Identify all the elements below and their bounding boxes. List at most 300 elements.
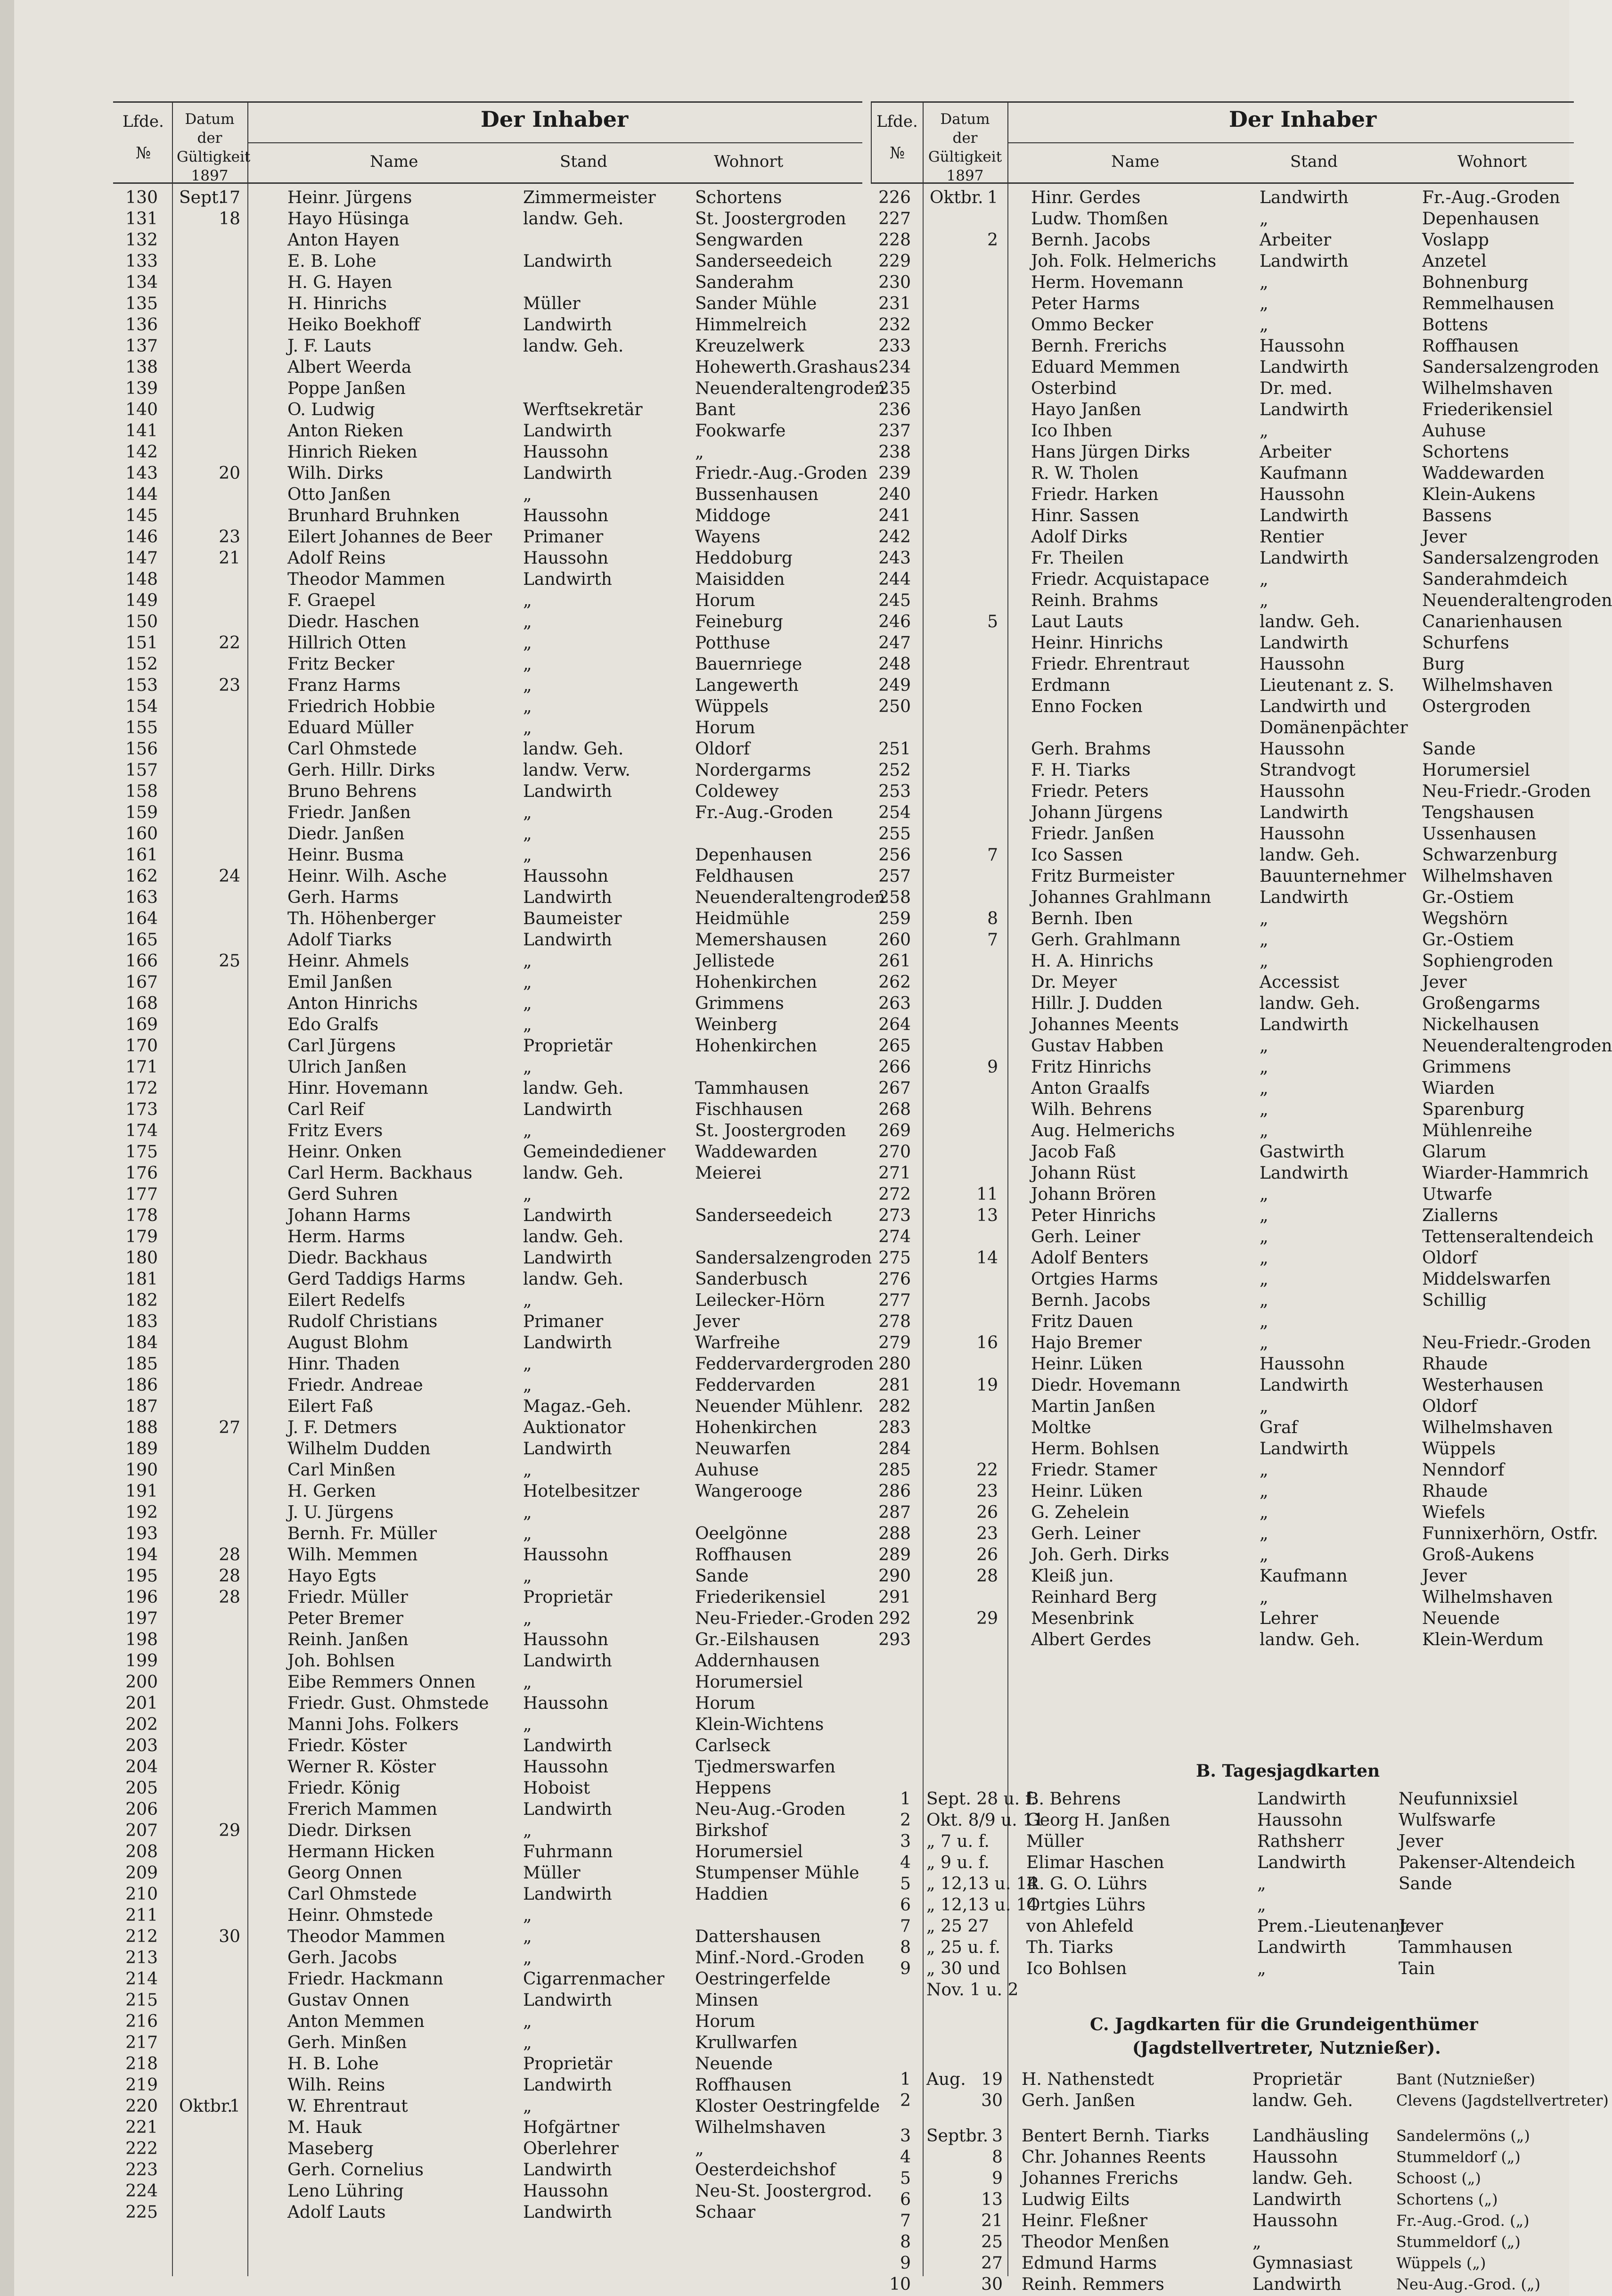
table-row bbox=[871, 1979, 1574, 2001]
section-b-entries bbox=[871, 1788, 1574, 2001]
entry-name: Anton Hinrichs bbox=[287, 994, 418, 1013]
entry-stand: „ bbox=[1260, 1524, 1268, 1543]
table-row bbox=[871, 845, 1574, 866]
entry-stand: Haussohn bbox=[1252, 2148, 1338, 2167]
table-row bbox=[113, 738, 862, 760]
entry-name: R. W. Tholen bbox=[1031, 464, 1139, 483]
entry-number: 3 bbox=[900, 1832, 911, 1851]
table-row bbox=[871, 1958, 1574, 1979]
table-row bbox=[113, 1417, 862, 1438]
entry-wohnort: Potthuse bbox=[695, 633, 770, 653]
entry-wohnort: Oestringerfelde bbox=[695, 1969, 831, 1989]
entry-number: 269 bbox=[878, 1121, 911, 1140]
entry-number: 160 bbox=[125, 824, 158, 844]
entry-stand: Landwirth bbox=[523, 1800, 612, 1819]
entry-number: 230 bbox=[878, 273, 911, 292]
entry-wohnort: Fr.-Aug.-Grod. („) bbox=[1396, 2212, 1530, 2230]
entry-stand: „ bbox=[1260, 570, 1268, 589]
entry-number: 243 bbox=[878, 549, 911, 568]
entry-number: 250 bbox=[878, 697, 911, 716]
table-row bbox=[113, 1693, 862, 1714]
entry-wohnort: Neufunnixsiel bbox=[1399, 1789, 1518, 1809]
entry-number: 231 bbox=[878, 294, 911, 313]
table-row bbox=[871, 1375, 1574, 1396]
entry-name: Hinr. Sassen bbox=[1031, 506, 1139, 525]
entry-number: 4 bbox=[900, 2148, 911, 2167]
entry-number: 260 bbox=[878, 930, 911, 950]
entry-day: 27 bbox=[981, 2254, 1003, 2273]
entry-stand: Landwirth bbox=[1260, 549, 1349, 568]
entry-name: Poppe Janßen bbox=[287, 379, 406, 398]
entry-number: 277 bbox=[878, 1291, 911, 1310]
entry-stand: „ bbox=[1260, 421, 1268, 441]
entry-name: Werner R. Köster bbox=[287, 1757, 436, 1777]
entry-number: 184 bbox=[125, 1333, 158, 1353]
entry-wohnort: Hohenkirchen bbox=[695, 1036, 818, 1056]
entry-number: 219 bbox=[125, 2075, 158, 2095]
entry-name: Eilert Faß bbox=[287, 1397, 373, 1416]
entry-name: Bruno Behrens bbox=[287, 782, 417, 801]
entry-stand: „ bbox=[1260, 1333, 1268, 1353]
entry-wohnort: Roffhausen bbox=[1422, 336, 1519, 356]
entry-stand: landw. Geh. bbox=[523, 1164, 624, 1183]
table-row bbox=[113, 1205, 862, 1226]
table-row bbox=[113, 336, 862, 357]
entry-number: 268 bbox=[878, 1100, 911, 1119]
entry-number: 288 bbox=[878, 1524, 911, 1543]
entry-stand: „ bbox=[523, 2012, 532, 2031]
table-row bbox=[113, 1587, 862, 1608]
entry-number: 218 bbox=[125, 2054, 158, 2074]
entry-stand: „ bbox=[1260, 1206, 1268, 1225]
entry-wohnort: Middoge bbox=[695, 506, 771, 525]
entry-name: Elimar Haschen bbox=[1026, 1853, 1164, 1872]
entry-wohnort: Ostergroden bbox=[1422, 697, 1531, 716]
entry-number: 257 bbox=[878, 867, 911, 886]
entry-wohnort: Middelswarfen bbox=[1422, 1270, 1551, 1289]
table-row bbox=[871, 399, 1574, 420]
entry-wohnort: Sanderahm bbox=[695, 273, 794, 292]
entry-wohnort: Mühlenreihe bbox=[1422, 1121, 1532, 1140]
entry-stand: Landwirth bbox=[1260, 1376, 1349, 1395]
entry-day: 11 bbox=[976, 1185, 998, 1204]
table-row bbox=[871, 611, 1574, 632]
entry-number: 272 bbox=[878, 1185, 911, 1204]
entry-number: 279 bbox=[878, 1333, 911, 1353]
entry-stand: landw. Geh. bbox=[523, 739, 624, 759]
entry-number: 192 bbox=[125, 1503, 158, 1522]
entry-date: Okt. 8/9 u. 11 bbox=[926, 1811, 1044, 1830]
entry-name: Adolf Lauts bbox=[287, 2203, 386, 2222]
entry-day: 30 bbox=[981, 2275, 1003, 2294]
entry-wohnort: Horumersiel bbox=[695, 1842, 803, 1861]
entry-wohnort: Fischhausen bbox=[695, 1100, 803, 1119]
entry-number: 187 bbox=[125, 1397, 158, 1416]
entry-day: 23 bbox=[219, 527, 240, 547]
table-row bbox=[871, 357, 1599, 378]
entry-number: 1 bbox=[900, 1789, 911, 1809]
entry-day: 28 bbox=[976, 1566, 998, 1586]
entry-number: 232 bbox=[878, 315, 911, 335]
entry-stand: Lehrer bbox=[1260, 1609, 1318, 1628]
entry-name: Theodor Menßen bbox=[1022, 2232, 1170, 2252]
entry-name: Ommo Becker bbox=[1031, 315, 1154, 335]
entry-stand: Arbeiter bbox=[1260, 230, 1332, 250]
entry-stand: Hoboist bbox=[523, 1779, 590, 1798]
entry-wohnort: Jever bbox=[1399, 1832, 1443, 1851]
entry-wohnort: Krullwarfen bbox=[695, 2033, 798, 2052]
entry-stand: „ bbox=[523, 1185, 532, 1204]
entry-wohnort: Minsen bbox=[695, 1991, 759, 2010]
entry-stand: Landwirth bbox=[523, 464, 612, 483]
table-row bbox=[113, 378, 885, 399]
entry-name: Albert Gerdes bbox=[1031, 1630, 1152, 1649]
entry-stand: „ bbox=[1260, 1312, 1268, 1331]
entry-name: Joh. Gerh. Dirks bbox=[1031, 1545, 1170, 1565]
table-row bbox=[871, 1184, 1574, 1205]
entry-name: B. Behrens bbox=[1026, 1789, 1121, 1809]
entry-name: Hans Jürgen Dirks bbox=[1031, 443, 1190, 462]
entry-name: E. B. Lohe bbox=[287, 252, 376, 271]
entry-name: Hillr. J. Dudden bbox=[1031, 994, 1163, 1013]
entry-number: 196 bbox=[125, 1588, 158, 1607]
entry-number: 189 bbox=[125, 1439, 158, 1459]
table-row bbox=[871, 1873, 1574, 1894]
table-row bbox=[871, 1396, 1574, 1417]
entry-wohnort: Bussenhausen bbox=[695, 485, 818, 504]
entry-name: Anton Hayen bbox=[287, 230, 400, 250]
entry-stand: Lieutenant z. S. bbox=[1260, 676, 1395, 695]
entry-name: Heinr. Wilh. Asche bbox=[287, 867, 447, 886]
entry-number: 130 bbox=[125, 188, 158, 207]
entry-wohnort: St. Joostergroden bbox=[695, 1121, 846, 1140]
entry-number: 157 bbox=[125, 761, 158, 780]
entry-name: Friedr. Köster bbox=[287, 1736, 407, 1755]
table-row bbox=[113, 632, 862, 654]
table-row bbox=[871, 463, 1574, 484]
entry-stand: landw. Geh. bbox=[523, 336, 624, 356]
entry-number: 238 bbox=[878, 443, 911, 462]
entry-stand: Primaner bbox=[523, 527, 604, 547]
entry-date: „ 12,13 u. 14 bbox=[926, 1895, 1038, 1915]
entry-wohnort: Schillig bbox=[1422, 1291, 1487, 1310]
entry-name: Georg Onnen bbox=[287, 1863, 402, 1883]
entry-number: 133 bbox=[125, 252, 158, 271]
entry-stand: „ bbox=[1260, 1270, 1268, 1289]
nr-label-right: № bbox=[890, 144, 905, 163]
entry-name: W. Ehrentraut bbox=[287, 2097, 408, 2116]
table-row bbox=[113, 1120, 862, 1141]
entry-number: 213 bbox=[125, 1948, 158, 1968]
table-row bbox=[113, 1353, 874, 1375]
entry-stand: Landwirth bbox=[523, 1651, 612, 1671]
table-row bbox=[113, 1566, 862, 1587]
entry-number: 156 bbox=[125, 739, 158, 759]
table-row bbox=[871, 2253, 1574, 2274]
lfde-label-right: Lfde. bbox=[876, 112, 918, 131]
entry-number: 263 bbox=[878, 994, 911, 1013]
entry-name: Reinh. Brahms bbox=[1031, 591, 1159, 610]
table-row bbox=[113, 187, 862, 208]
table-row bbox=[871, 442, 1574, 463]
entry-number: 290 bbox=[878, 1566, 911, 1586]
entry-day: 9 bbox=[992, 2169, 1003, 2188]
entry-stand: „ bbox=[523, 697, 532, 716]
table-row bbox=[113, 1778, 862, 1799]
entry-wohnort: Grimmens bbox=[695, 994, 784, 1013]
entry-name: M. Hauk bbox=[287, 2118, 362, 2137]
table-row bbox=[113, 208, 862, 230]
table-row bbox=[113, 569, 862, 590]
entry-wohnort: Heidmühle bbox=[695, 909, 790, 928]
entry-number: 222 bbox=[125, 2139, 158, 2158]
book-spine bbox=[0, 0, 14, 2296]
entry-name: Th. Höhenberger bbox=[287, 909, 435, 928]
entry-wohnort: Wiefels bbox=[1422, 1503, 1485, 1522]
entry-name: Albert Weerda bbox=[287, 358, 412, 377]
entry-stand: Auktionator bbox=[523, 1418, 625, 1437]
entry-date: „ 12,13 u. 14 bbox=[926, 1874, 1038, 1894]
entry-wohnort: Jever bbox=[695, 1312, 740, 1331]
entry-stand: „ bbox=[1260, 591, 1268, 610]
entry-wohnort: Schortens („) bbox=[1396, 2190, 1498, 2208]
entry-number: 8 bbox=[900, 2232, 911, 2252]
entry-name: R. G. O. Lührs bbox=[1026, 1874, 1147, 1894]
entry-month: Sept. bbox=[179, 188, 224, 207]
entry-wohnort: Rhaude bbox=[1422, 1482, 1488, 1501]
entry-number: 225 bbox=[125, 2203, 158, 2222]
entry-stand: Primaner bbox=[523, 1312, 604, 1331]
entry-number: 154 bbox=[125, 697, 158, 716]
entry-number: 146 bbox=[125, 527, 158, 547]
entry-wohnort: Schaar bbox=[695, 2203, 756, 2222]
entry-day: 21 bbox=[219, 549, 240, 568]
table-row bbox=[871, 887, 1574, 908]
table-row bbox=[113, 1714, 862, 1735]
entry-number: 281 bbox=[878, 1376, 911, 1395]
entry-name: Adolf Dirks bbox=[1031, 527, 1128, 547]
entry-name: Müller bbox=[1026, 1832, 1084, 1851]
entry-day: 14 bbox=[976, 1248, 998, 1268]
table-row bbox=[113, 2117, 862, 2138]
datum-label-right: Datum der Gültigkeit 1897 bbox=[928, 111, 1002, 184]
table-row bbox=[871, 526, 1574, 548]
entry-number: 193 bbox=[125, 1524, 158, 1543]
entry-wohnort: Clevens (Jagdstellvertreter) bbox=[1396, 2091, 1609, 2109]
stand-label-right: Stand bbox=[1290, 152, 1338, 171]
entry-wohnort: Jellistede bbox=[695, 951, 775, 971]
lfde-label: Lfde. bbox=[123, 112, 164, 131]
table-row bbox=[871, 696, 1574, 717]
owner-heading: Der Inhaber bbox=[481, 107, 629, 132]
entry-number: 135 bbox=[125, 294, 158, 313]
entry-name: Heiko Boekhoff bbox=[287, 315, 420, 335]
table-row bbox=[113, 1375, 862, 1396]
table-row bbox=[113, 2053, 862, 2075]
table-row bbox=[113, 1990, 862, 2011]
table-row bbox=[113, 654, 862, 675]
entry-stand: „ bbox=[523, 1503, 532, 1522]
entry-name: J. F. Lauts bbox=[287, 336, 372, 356]
entry-name: O. Ludwig bbox=[287, 400, 375, 419]
entry-name: Brunhard Bruhnken bbox=[287, 506, 460, 525]
entry-stand: „ bbox=[523, 1715, 532, 1734]
entry-stand: Haussohn bbox=[1260, 655, 1345, 674]
entry-wohnort: Nordergarms bbox=[695, 761, 811, 780]
entry-stand: Magaz.-Geh. bbox=[523, 1397, 632, 1416]
entry-stand: landw. Geh. bbox=[1260, 1630, 1360, 1649]
entry-name: Anton Rieken bbox=[287, 421, 404, 441]
entry-number: 172 bbox=[125, 1079, 158, 1098]
entry-wohnort: Feddervarden bbox=[695, 1376, 816, 1395]
entry-wohnort: Oeelgönne bbox=[695, 1524, 788, 1543]
entry-day: 30 bbox=[981, 2091, 1003, 2110]
entry-name: Frerich Mammen bbox=[287, 1800, 438, 1819]
entry-number: 253 bbox=[878, 782, 911, 801]
entry-stand: „ bbox=[523, 1906, 532, 1925]
entry-number: 197 bbox=[125, 1609, 158, 1628]
entry-stand: „ bbox=[523, 655, 532, 674]
entry-number: 152 bbox=[125, 655, 158, 674]
entry-stand: Accessist bbox=[1260, 973, 1340, 992]
entry-number: 7 bbox=[900, 2211, 911, 2230]
entry-day: 23 bbox=[976, 1482, 998, 1501]
entry-name: Moltke bbox=[1031, 1418, 1091, 1437]
table-row bbox=[871, 1269, 1574, 1290]
entry-number: 264 bbox=[878, 1015, 911, 1034]
entry-number: 167 bbox=[125, 973, 158, 992]
entry-name: Dr. Meyer bbox=[1031, 973, 1117, 992]
entry-name: Fr. Theilen bbox=[1031, 549, 1124, 568]
table-row bbox=[113, 675, 862, 696]
table-row bbox=[113, 1820, 862, 1841]
entry-wohnort: Fr.-Aug.-Groden bbox=[1422, 188, 1560, 207]
entry-wohnort: Tettenseraltendeich bbox=[1422, 1227, 1594, 1246]
table-row bbox=[113, 420, 862, 442]
entry-number: 236 bbox=[878, 400, 911, 419]
entry-stand: landw. Geh. bbox=[1260, 612, 1360, 631]
entry-number: 204 bbox=[125, 1757, 158, 1777]
entry-stand: „ bbox=[523, 2097, 532, 2116]
entry-day: 16 bbox=[976, 1333, 998, 1353]
entry-stand: „ bbox=[1260, 209, 1268, 229]
entry-stand: Zimmermeister bbox=[523, 188, 656, 207]
table-row bbox=[871, 272, 1574, 293]
entry-number: 148 bbox=[125, 570, 158, 589]
wohnort-label-right: Wohnort bbox=[1457, 152, 1527, 171]
entry-stand: „ bbox=[1257, 1895, 1266, 1915]
entry-stand: Haussohn bbox=[1260, 824, 1345, 844]
table-row bbox=[113, 1057, 862, 1078]
entry-name: H. B. Lohe bbox=[287, 2054, 379, 2074]
entry-name: Reinh. Janßen bbox=[287, 1630, 409, 1649]
entry-name: Adolf Tiarks bbox=[287, 930, 392, 950]
entry-name: Gerh. Grahlmann bbox=[1031, 930, 1181, 950]
entry-name: H. G. Hayen bbox=[287, 273, 393, 292]
entry-number: 240 bbox=[878, 485, 911, 504]
entry-name: Rudolf Christians bbox=[287, 1312, 438, 1331]
table-row bbox=[871, 314, 1574, 336]
entry-wohnort: Wilhelmshaven bbox=[1422, 867, 1553, 886]
table-row bbox=[113, 1523, 862, 1544]
entry-name: Theodor Mammen bbox=[287, 1927, 445, 1946]
table-row bbox=[871, 802, 1574, 823]
entry-stand: Landwirth bbox=[523, 1439, 612, 1459]
entry-number: 282 bbox=[878, 1397, 911, 1416]
entry-number: 214 bbox=[125, 1969, 158, 1989]
table-row bbox=[113, 1290, 862, 1311]
entry-name: Joh. Bohlsen bbox=[287, 1651, 395, 1671]
entry-stand: Landwirth bbox=[1257, 1938, 1346, 1957]
entry-wohnort: Friederikensiel bbox=[1422, 400, 1553, 419]
table-row bbox=[871, 1099, 1574, 1120]
entry-number: 166 bbox=[125, 951, 158, 971]
entry-wohnort: Jever bbox=[1422, 1566, 1467, 1586]
entry-name: Fritz Hinrichs bbox=[1031, 1058, 1152, 1077]
entry-number: 3 bbox=[900, 2126, 911, 2146]
table-row bbox=[871, 1290, 1574, 1311]
table-row bbox=[871, 1460, 1574, 1481]
entry-number: 237 bbox=[878, 421, 911, 441]
entry-number: 163 bbox=[125, 888, 158, 907]
table-row bbox=[871, 2210, 1574, 2231]
entry-number: 262 bbox=[878, 973, 911, 992]
entry-wohnort: Oesterdeichshof bbox=[695, 2160, 836, 2180]
entry-number: 155 bbox=[125, 718, 158, 738]
table-row bbox=[113, 1311, 862, 1332]
entry-wohnort: Feddervardergroden bbox=[695, 1354, 874, 1374]
entry-name: Fritz Dauen bbox=[1031, 1312, 1133, 1331]
entry-wohnort: Kreuzelwerk bbox=[695, 336, 804, 356]
entry-wohnort: Grimmens bbox=[1422, 1058, 1511, 1077]
table-row bbox=[871, 208, 1574, 230]
section-c-entries bbox=[871, 2069, 1609, 2295]
entry-stand: „ bbox=[1260, 1482, 1268, 1501]
entry-stand: Haussohn bbox=[523, 1757, 609, 1777]
entry-stand: „ bbox=[1260, 1545, 1268, 1565]
table-row bbox=[871, 1247, 1574, 1269]
entry-day: 8 bbox=[987, 909, 998, 928]
table-row bbox=[871, 569, 1574, 590]
wohnort-label: Wohnort bbox=[714, 152, 784, 171]
right-entries bbox=[871, 187, 1612, 1650]
entry-name: Hinrich Rieken bbox=[287, 443, 417, 462]
entry-wohnort: Wilhelmshaven bbox=[695, 2118, 826, 2137]
entry-number: 198 bbox=[125, 1630, 158, 1649]
entry-name: F. Graepel bbox=[287, 591, 376, 610]
entry-wohnort: Kloster Oestringfelde bbox=[695, 2097, 880, 2116]
entry-stand: Prem.-Lieutenant bbox=[1257, 1917, 1407, 1936]
entry-wohnort: Wilhelmshaven bbox=[1422, 1418, 1553, 1437]
entry-month: Aug. bbox=[926, 2070, 966, 2089]
entry-wohnort: Sandelermöns („) bbox=[1396, 2127, 1530, 2145]
entry-wohnort: Horumersiel bbox=[1422, 761, 1530, 780]
left-header bbox=[113, 101, 862, 184]
entry-name: Fritz Becker bbox=[287, 655, 394, 674]
entry-stand: „ bbox=[523, 591, 532, 610]
entry-number: 153 bbox=[125, 676, 158, 695]
entry-month: Oktbr. bbox=[179, 2097, 233, 2116]
entry-wohnort: Ussenhausen bbox=[1422, 824, 1537, 844]
entry-name: H. Gerken bbox=[287, 1482, 376, 1501]
entry-stand: Strandvogt bbox=[1260, 761, 1356, 780]
table-row bbox=[113, 781, 862, 802]
entry-name: Wilh. Dirks bbox=[287, 464, 384, 483]
entry-wohnort: Friedr.-Aug.-Groden bbox=[695, 464, 867, 483]
entry-stand: Haussohn bbox=[1260, 739, 1345, 759]
entry-number: 208 bbox=[125, 1842, 158, 1861]
entry-name: Johann Rüst bbox=[1031, 1164, 1136, 1183]
